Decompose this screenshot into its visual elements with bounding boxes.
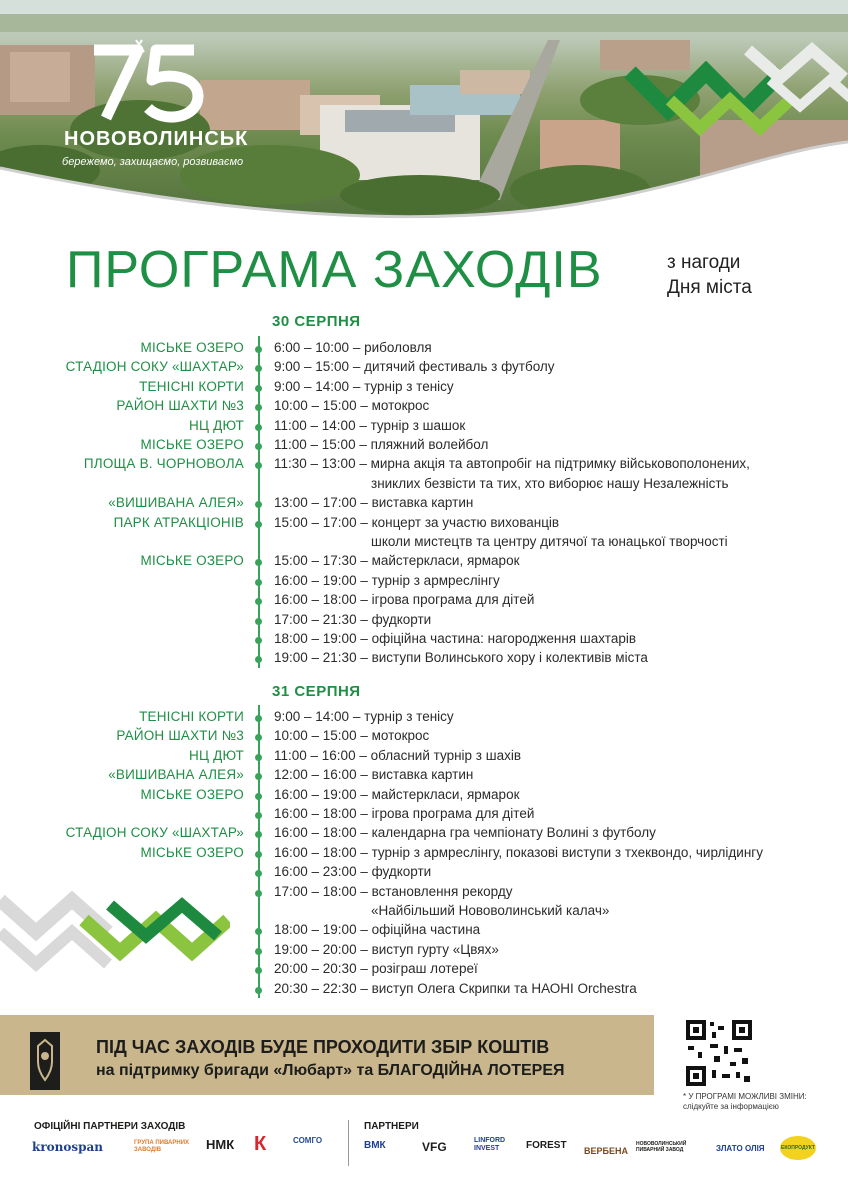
- partner-logo-somgo: СОМГО: [293, 1136, 323, 1145]
- city-name: НОВОВОЛИНСЬК: [64, 128, 249, 150]
- schedule-row: [0, 476, 848, 495]
- event-description: 6:00 – 10:00 – риболовля: [274, 340, 432, 355]
- changes-note-sub: слідкуйте за інформацією: [683, 1102, 779, 1111]
- event-description: 11:00 – 14:00 – турнір з шашок: [274, 417, 466, 433]
- partners-divider: [348, 1120, 349, 1166]
- timeline-dot: [255, 773, 262, 780]
- subtitle-line-2: Дня міста: [667, 277, 752, 298]
- event-description: 16:00 – 23:00 – фудкорти: [274, 864, 432, 880]
- chevron-decoration-icon: [0, 880, 230, 980]
- timeline-dot: [255, 967, 262, 974]
- page-title: ПРОГРАМА ЗАХОДІВ: [66, 241, 603, 299]
- timeline-dot: [255, 793, 262, 800]
- schedule-row: [0, 845, 848, 864]
- event-description-continued: зниклих безвісти та тих, хто виборює нашу Незалежність: [371, 475, 729, 491]
- schedule-row: [0, 787, 848, 806]
- official-partners-heading: ОФІЦІЙНІ ПАРТНЕРИ ЗАХОДІВ: [34, 1121, 186, 1132]
- event-location: СТАДІОН СОКУ «ШАХТАР»: [65, 825, 244, 841]
- event-location: «ВИШИВАНА АЛЕЯ»: [108, 495, 244, 511]
- timeline-dot: [255, 443, 262, 450]
- event-location: МІСЬКЕ ОЗЕРО: [140, 844, 244, 860]
- schedule-row: [0, 592, 848, 611]
- event-location: ТЕНІСНІ КОРТИ: [139, 378, 244, 394]
- event-description: 20:00 – 20:30 – розіграш лотереї: [274, 961, 478, 977]
- schedule-row: [0, 573, 848, 592]
- banner-subline: на підтримку бригади «Любарт» та БЛАГОДІЙНА ЛОТЕРЕЯ: [96, 1062, 565, 1079]
- timeline-dot: [255, 521, 262, 528]
- schedule-row: [0, 631, 848, 650]
- day-heading: 31 СЕРПНЯ: [272, 683, 361, 700]
- schedule-row: [0, 553, 848, 572]
- city-motto: бережемо, захищаємо, розвиваємо: [62, 156, 244, 168]
- event-description: 11:00 – 16:00 – обласний турнір з шахів: [274, 747, 521, 763]
- qr-code[interactable]: [684, 1018, 754, 1088]
- event-description: 19:00 – 21:30 – виступи Волинського хору і колективів міста: [274, 650, 648, 666]
- event-description: 18:00 – 19:00 – офіційна частина: нагородження шахтарів: [274, 631, 637, 646]
- schedule-row: [0, 437, 848, 456]
- brigade-emblem-icon: [30, 1032, 60, 1090]
- timeline-dot: [255, 831, 262, 838]
- event-description: 9:00 – 14:00 – турнір з тенісу: [274, 709, 454, 724]
- timeline-dot: [255, 579, 262, 586]
- hero-photo: [0, 0, 848, 230]
- day-heading: 30 СЕРПНЯ: [272, 313, 361, 330]
- event-location: МІСЬКЕ ОЗЕРО: [140, 553, 244, 569]
- event-description: 10:00 – 15:00 – мотокрос: [274, 398, 430, 414]
- event-description: 16:00 – 18:00 – ігрова програма для дітей: [274, 806, 535, 821]
- event-description: 19:00 – 20:00 – виступ гурту «Цвях»: [274, 941, 499, 957]
- event-description: 18:00 – 19:00 – офіційна частина: [274, 922, 481, 938]
- schedule-row: [0, 418, 848, 437]
- schedule-row: [0, 515, 848, 534]
- event-description: 10:00 – 15:00 – мотокрос: [274, 728, 430, 744]
- timeline-dot: [255, 851, 262, 858]
- timeline-dot: [255, 365, 262, 372]
- event-location: ТЕНІСНІ КОРТИ: [139, 709, 244, 724]
- timeline-dot: [255, 734, 262, 741]
- schedule-row: [0, 456, 848, 475]
- event-description: 9:00 – 15:00 – дитячий фестиваль з футболу: [274, 359, 555, 375]
- partner-logo-ekoprodukt: ЕКОПРОДУКТ: [780, 1136, 816, 1160]
- event-description: 15:00 – 17:30 – майстеркласи, ярмарок: [274, 553, 520, 569]
- timeline-dot: [255, 598, 262, 605]
- schedule-row: [0, 806, 848, 825]
- partner-logo-beer-group: ГРУПА ПИВАРНИХ ЗАВОДІВ: [134, 1140, 190, 1153]
- schedule-row: [0, 709, 848, 728]
- event-description: 9:00 – 14:00 – турнір з тенісу: [274, 378, 454, 394]
- page-subtitle: [667, 250, 752, 300]
- event-description: 16:00 – 19:00 – турнір з армреслінгу: [274, 572, 500, 588]
- timeline-dot: [255, 656, 262, 663]
- event-description: 13:00 – 17:00 – виставка картин: [274, 495, 474, 511]
- timeline-dot: [255, 812, 262, 819]
- schedule-row: [0, 767, 848, 786]
- schedule-row: [0, 981, 848, 1000]
- event-location: СТАДІОН СОКУ «ШАХТАР»: [65, 359, 244, 375]
- event-location: НЦ ДЮТ: [189, 417, 244, 433]
- timeline-dot: [255, 385, 262, 392]
- event-description-continued: школи мистецтв та центру дитячої та юнацької творчості: [371, 534, 728, 549]
- timeline-dot: [255, 346, 262, 353]
- event-description: 12:00 – 16:00 – виставка картин: [274, 767, 474, 783]
- timeline-dot: [255, 928, 262, 935]
- event-description: 11:00 – 15:00 – пляжний волейбол: [274, 437, 489, 452]
- banner-headline: ПІД ЧАС ЗАХОДІВ БУДЕ ПРОХОДИТИ ЗБІР КОШТІВ: [96, 1037, 550, 1057]
- partner-logo-forest: FOREST: [526, 1140, 567, 1151]
- partner-logo-k: К: [254, 1133, 267, 1155]
- partner-logo-zlato-olia: ЗЛАТО ОЛІЯ: [716, 1144, 765, 1153]
- partner-logo-vmk: ВМК: [364, 1140, 386, 1151]
- event-description: 15:00 – 17:00 – концерт за участю вихованців: [274, 514, 560, 530]
- schedule-row: [0, 825, 848, 844]
- event-location: «ВИШИВАНА АЛЕЯ»: [108, 767, 244, 783]
- event-description: 16:00 – 19:00 – майстеркласи, ярмарок: [274, 786, 520, 802]
- event-location: РАЙОН ШАХТИ №3: [116, 398, 244, 414]
- schedule-row: [0, 612, 848, 631]
- partner-logo-nmk: НМК: [206, 1137, 235, 1152]
- event-description: 11:30 – 13:00 – мирна акція та автопробіг на підтримку військовополонених,: [274, 456, 750, 472]
- subtitle-line-1: з нагоди: [667, 252, 741, 273]
- event-location: МІСЬКЕ ОЗЕРО: [140, 340, 244, 355]
- event-description: 17:00 – 21:30 – фудкорти: [274, 611, 432, 627]
- timeline-dot: [255, 890, 262, 897]
- event-location: МІСЬКЕ ОЗЕРО: [140, 437, 244, 452]
- timeline-dot: [255, 559, 262, 566]
- partner-logo-verbena: ВЕРБЕНА: [584, 1146, 628, 1156]
- event-description: 16:00 – 18:00 – ігрова програма для дітей: [274, 592, 535, 608]
- changes-note: * У ПРОГРАМІ МОЖЛИВІ ЗМІНИ:: [683, 1092, 807, 1101]
- timeline-dot: [255, 870, 262, 877]
- schedule-row: [0, 728, 848, 747]
- timeline-dot: [255, 948, 262, 955]
- timeline-dot: [255, 987, 262, 994]
- timeline-dot: [255, 501, 262, 508]
- event-description: 17:00 – 18:00 – встановлення рекорду: [274, 883, 513, 899]
- event-description: 20:30 – 22:30 – виступ Олега Скрипки та НАОНІ Orchestra: [274, 980, 637, 996]
- anniversary-75-logo: [86, 38, 216, 123]
- event-description: 16:00 – 18:00 – турнір з армреслінгу, показові виступи з тхеквондо, чирлідингу: [274, 844, 763, 860]
- schedule-row: [0, 748, 848, 767]
- schedule-row: [0, 650, 848, 669]
- event-location: НЦ ДЮТ: [189, 747, 244, 763]
- partner-logo-kronospan: kronospan: [32, 1140, 104, 1154]
- schedule-row: [0, 359, 848, 378]
- partner-logo-brewery: НОВОВОЛИНСЬКИЙ ПИВАРНИЙ ЗАВОД: [636, 1141, 687, 1153]
- event-location: ПЛОЩА В. ЧОРНОВОЛА: [83, 456, 244, 472]
- event-description: 16:00 – 18:00 – календарна гра чемпіонату Волині з футболу: [274, 825, 656, 841]
- timeline-dot: [255, 462, 262, 469]
- timeline-dot: [255, 715, 262, 722]
- event-description-continued: «Найбільший Нововолинський калач»: [371, 903, 610, 918]
- schedule-row: [0, 534, 848, 553]
- timeline-dot: [255, 618, 262, 625]
- schedule-row: [0, 340, 848, 359]
- schedule-row: [0, 379, 848, 398]
- timeline-dot: [255, 637, 262, 644]
- partner-logo-linford: LINFORD INVEST: [474, 1137, 506, 1152]
- timeline-dot: [255, 404, 262, 411]
- schedule-row: [0, 398, 848, 417]
- event-location: РАЙОН ШАХТИ №3: [116, 728, 244, 744]
- schedule-row: [0, 495, 848, 514]
- timeline-dot: [255, 754, 262, 761]
- timeline-dot: [255, 424, 262, 431]
- event-location: ПАРК АТРАКЦІОНІВ: [113, 514, 244, 530]
- event-location: МІСЬКЕ ОЗЕРО: [140, 786, 244, 802]
- partner-logo-vfg: VFG: [422, 1140, 447, 1154]
- partners-heading: ПАРТНЕРИ: [364, 1121, 419, 1132]
